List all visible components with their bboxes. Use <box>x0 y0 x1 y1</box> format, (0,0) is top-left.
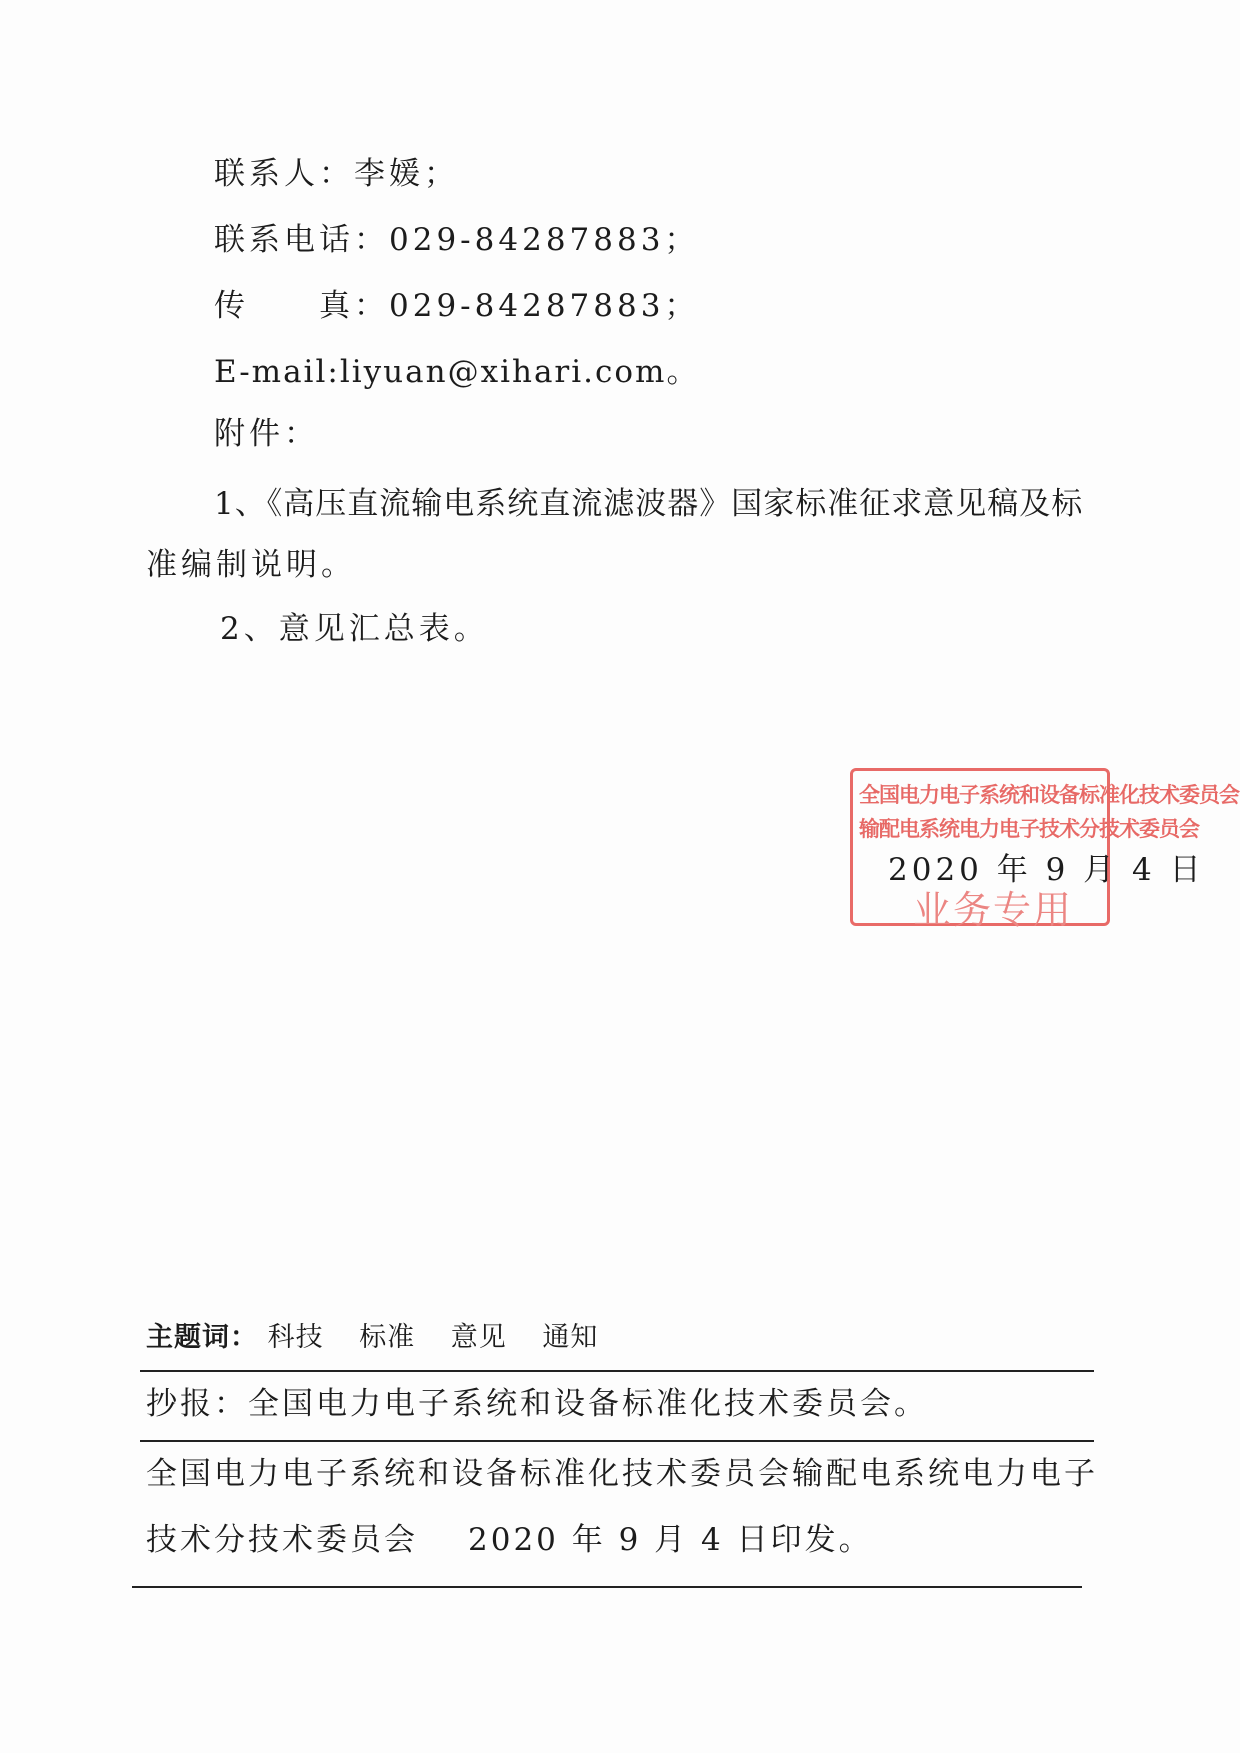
fax-label-a: 传 <box>214 288 249 324</box>
attachment-item-1-line-2: 准编制说明。 <box>146 547 356 583</box>
issuer-name: 技术分技术委员会 <box>146 1522 418 1558</box>
issuer-line-2 <box>146 1520 873 1560</box>
divider <box>132 1586 1082 1588</box>
keyword: 科技 <box>267 1322 324 1353</box>
keyword: 标准 <box>359 1322 416 1353</box>
cc-line: 抄报：全国电力电子系统和设备标准化技术委员会。 <box>146 1386 928 1422</box>
keyword: 意见 <box>450 1322 507 1353</box>
signed-date: 2020 年 9 月 4 日 <box>888 852 1205 888</box>
contact-person: 联系人：李媛； <box>214 156 459 192</box>
contact-phone: 联系电话：029-84287883； <box>214 222 700 258</box>
seal-line-2: 输配电系统电力电子技术分技术委员会 <box>859 817 1199 841</box>
contact-email: E-mail:liyuan@xihari.com。 <box>214 354 700 390</box>
seal-use: 业务专用 <box>913 888 1074 932</box>
divider <box>140 1370 1094 1372</box>
fax-label-b: 真：029-84287883； <box>319 288 700 324</box>
attachment-item-1-line-1: 1、《高压直流输电系统直流滤波器》国家标准征求意见稿及标 <box>214 486 1084 522</box>
divider <box>140 1440 1094 1442</box>
keyword: 通知 <box>542 1322 599 1353</box>
keywords-label: 主题词： <box>146 1322 258 1353</box>
attachment-item-2: 2、意见汇总表。 <box>220 611 489 647</box>
seal-line-1: 全国电力电子系统和设备标准化技术委员会 <box>859 783 1239 807</box>
contact-fax <box>214 286 699 326</box>
issue-date: 2020 年 9 月 4 日印发。 <box>468 1522 873 1558</box>
attachments-heading: 附件： <box>214 416 319 452</box>
issuer-line-1: 全国电力电子系统和设备标准化技术委员会输配电系统电力电子 <box>146 1456 1098 1492</box>
keywords-row <box>146 1318 598 1358</box>
